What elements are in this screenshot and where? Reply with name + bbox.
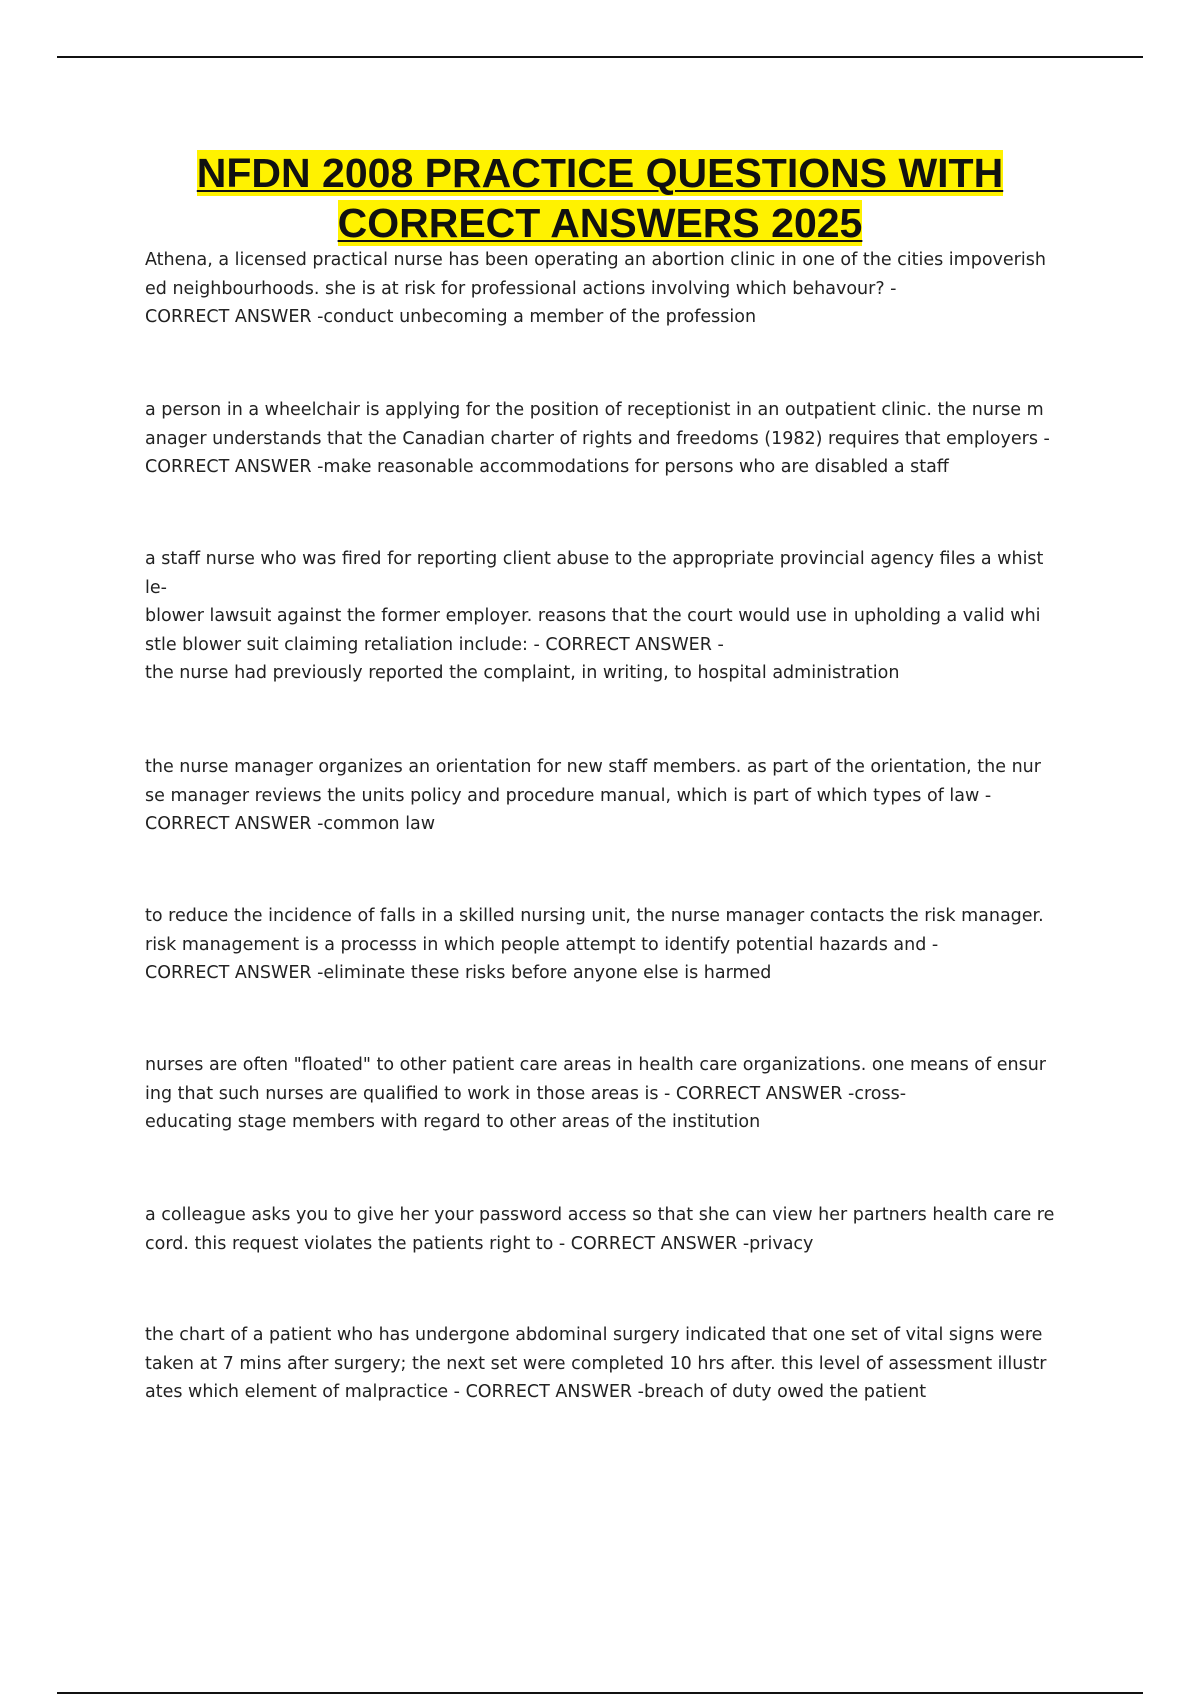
qa-line: CORRECT ANSWER -common law bbox=[145, 814, 436, 834]
qa-line: stle blower suit claiming retaliation include: - CORRECT ANSWER - bbox=[145, 634, 724, 655]
question-answer-1 bbox=[145, 246, 1090, 332]
qa-line: ing that such nurses are qualified to work in those areas is - CORRECT ANSWER -cross- bbox=[145, 1083, 907, 1104]
qa-line: risk management is a processs in which people attempt to identify potential hazards and - bbox=[145, 934, 939, 955]
top-rule bbox=[57, 56, 1143, 58]
qa-line: le- bbox=[145, 577, 167, 598]
title-line-1: NFDN 2008 PRACTICE QUESTIONS WITH bbox=[196, 150, 1004, 196]
qa-line: taken at 7 mins after surgery; the next set were completed 10 hrs after. this level of assessment illustr bbox=[145, 1353, 1047, 1374]
bottom-rule bbox=[57, 1692, 1143, 1694]
qa-line: CORRECT ANSWER -make reasonable accommodations for persons who are disabled a staff bbox=[145, 457, 949, 477]
qa-line: the nurse manager organizes an orientation for new staff members. as part of the orientation, the nur bbox=[145, 757, 1041, 777]
question-answer-4 bbox=[145, 753, 1090, 839]
question-answer-8 bbox=[145, 1321, 1090, 1407]
qa-line: educating stage members with regard to other areas of the institution bbox=[145, 1112, 761, 1132]
qa-line: CORRECT ANSWER -conduct unbecoming a member of the profession bbox=[145, 307, 757, 327]
title-line-2: CORRECT ANSWERS 2025 bbox=[337, 200, 863, 246]
qa-line: a colleague asks you to give her your password access so that she can view her partners health care re bbox=[145, 1205, 1055, 1225]
qa-line: se manager reviews the units policy and procedure manual, which is part of which types of law - bbox=[145, 785, 992, 806]
qa-line: anager understands that the Canadian charter of rights and freedoms (1982) requires that employers - bbox=[145, 428, 1050, 449]
question-answer-5 bbox=[145, 902, 1090, 988]
qa-line: a staff nurse who was fired for reporting client abuse to the appropriate provincial agency files a whist bbox=[145, 549, 1044, 569]
qa-line: the chart of a patient who has undergone abdominal surgery indicated that one set of vital signs were bbox=[145, 1325, 1043, 1345]
document-title bbox=[60, 148, 1140, 248]
qa-line: CORRECT ANSWER -eliminate these risks before anyone else is harmed bbox=[145, 963, 772, 983]
qa-line: blower lawsuit against the former employer. reasons that the court would use in upholding a valid whi bbox=[145, 606, 1041, 626]
qa-line: Athena, a licensed practical nurse has been operating an abortion clinic in one of the cities impoverish bbox=[145, 250, 1046, 270]
question-answer-7 bbox=[145, 1201, 1090, 1258]
qa-line: a person in a wheelchair is applying for the position of receptionist in an outpatient clinic. the nurse m bbox=[145, 400, 1044, 420]
qa-line: the nurse had previously reported the complaint, in writing, to hospital administration bbox=[145, 663, 900, 683]
question-answer-2 bbox=[145, 396, 1090, 482]
question-answer-3 bbox=[145, 545, 1090, 688]
qa-line: ates which element of malpractice - CORRECT ANSWER -breach of duty owed the patient bbox=[145, 1382, 927, 1402]
qa-line: nurses are often "floated" to other patient care areas in health care organizations. one means of ensur bbox=[145, 1055, 1046, 1075]
question-answer-6 bbox=[145, 1051, 1090, 1137]
qa-line: ed neighbourhoods. she is at risk for professional actions involving which behavour? - bbox=[145, 278, 897, 299]
qa-line: cord. this request violates the patients right to - CORRECT ANSWER -privacy bbox=[145, 1233, 814, 1254]
qa-line: to reduce the incidence of falls in a skilled nursing unit, the nurse manager contacts the risk manager. bbox=[145, 906, 1044, 926]
